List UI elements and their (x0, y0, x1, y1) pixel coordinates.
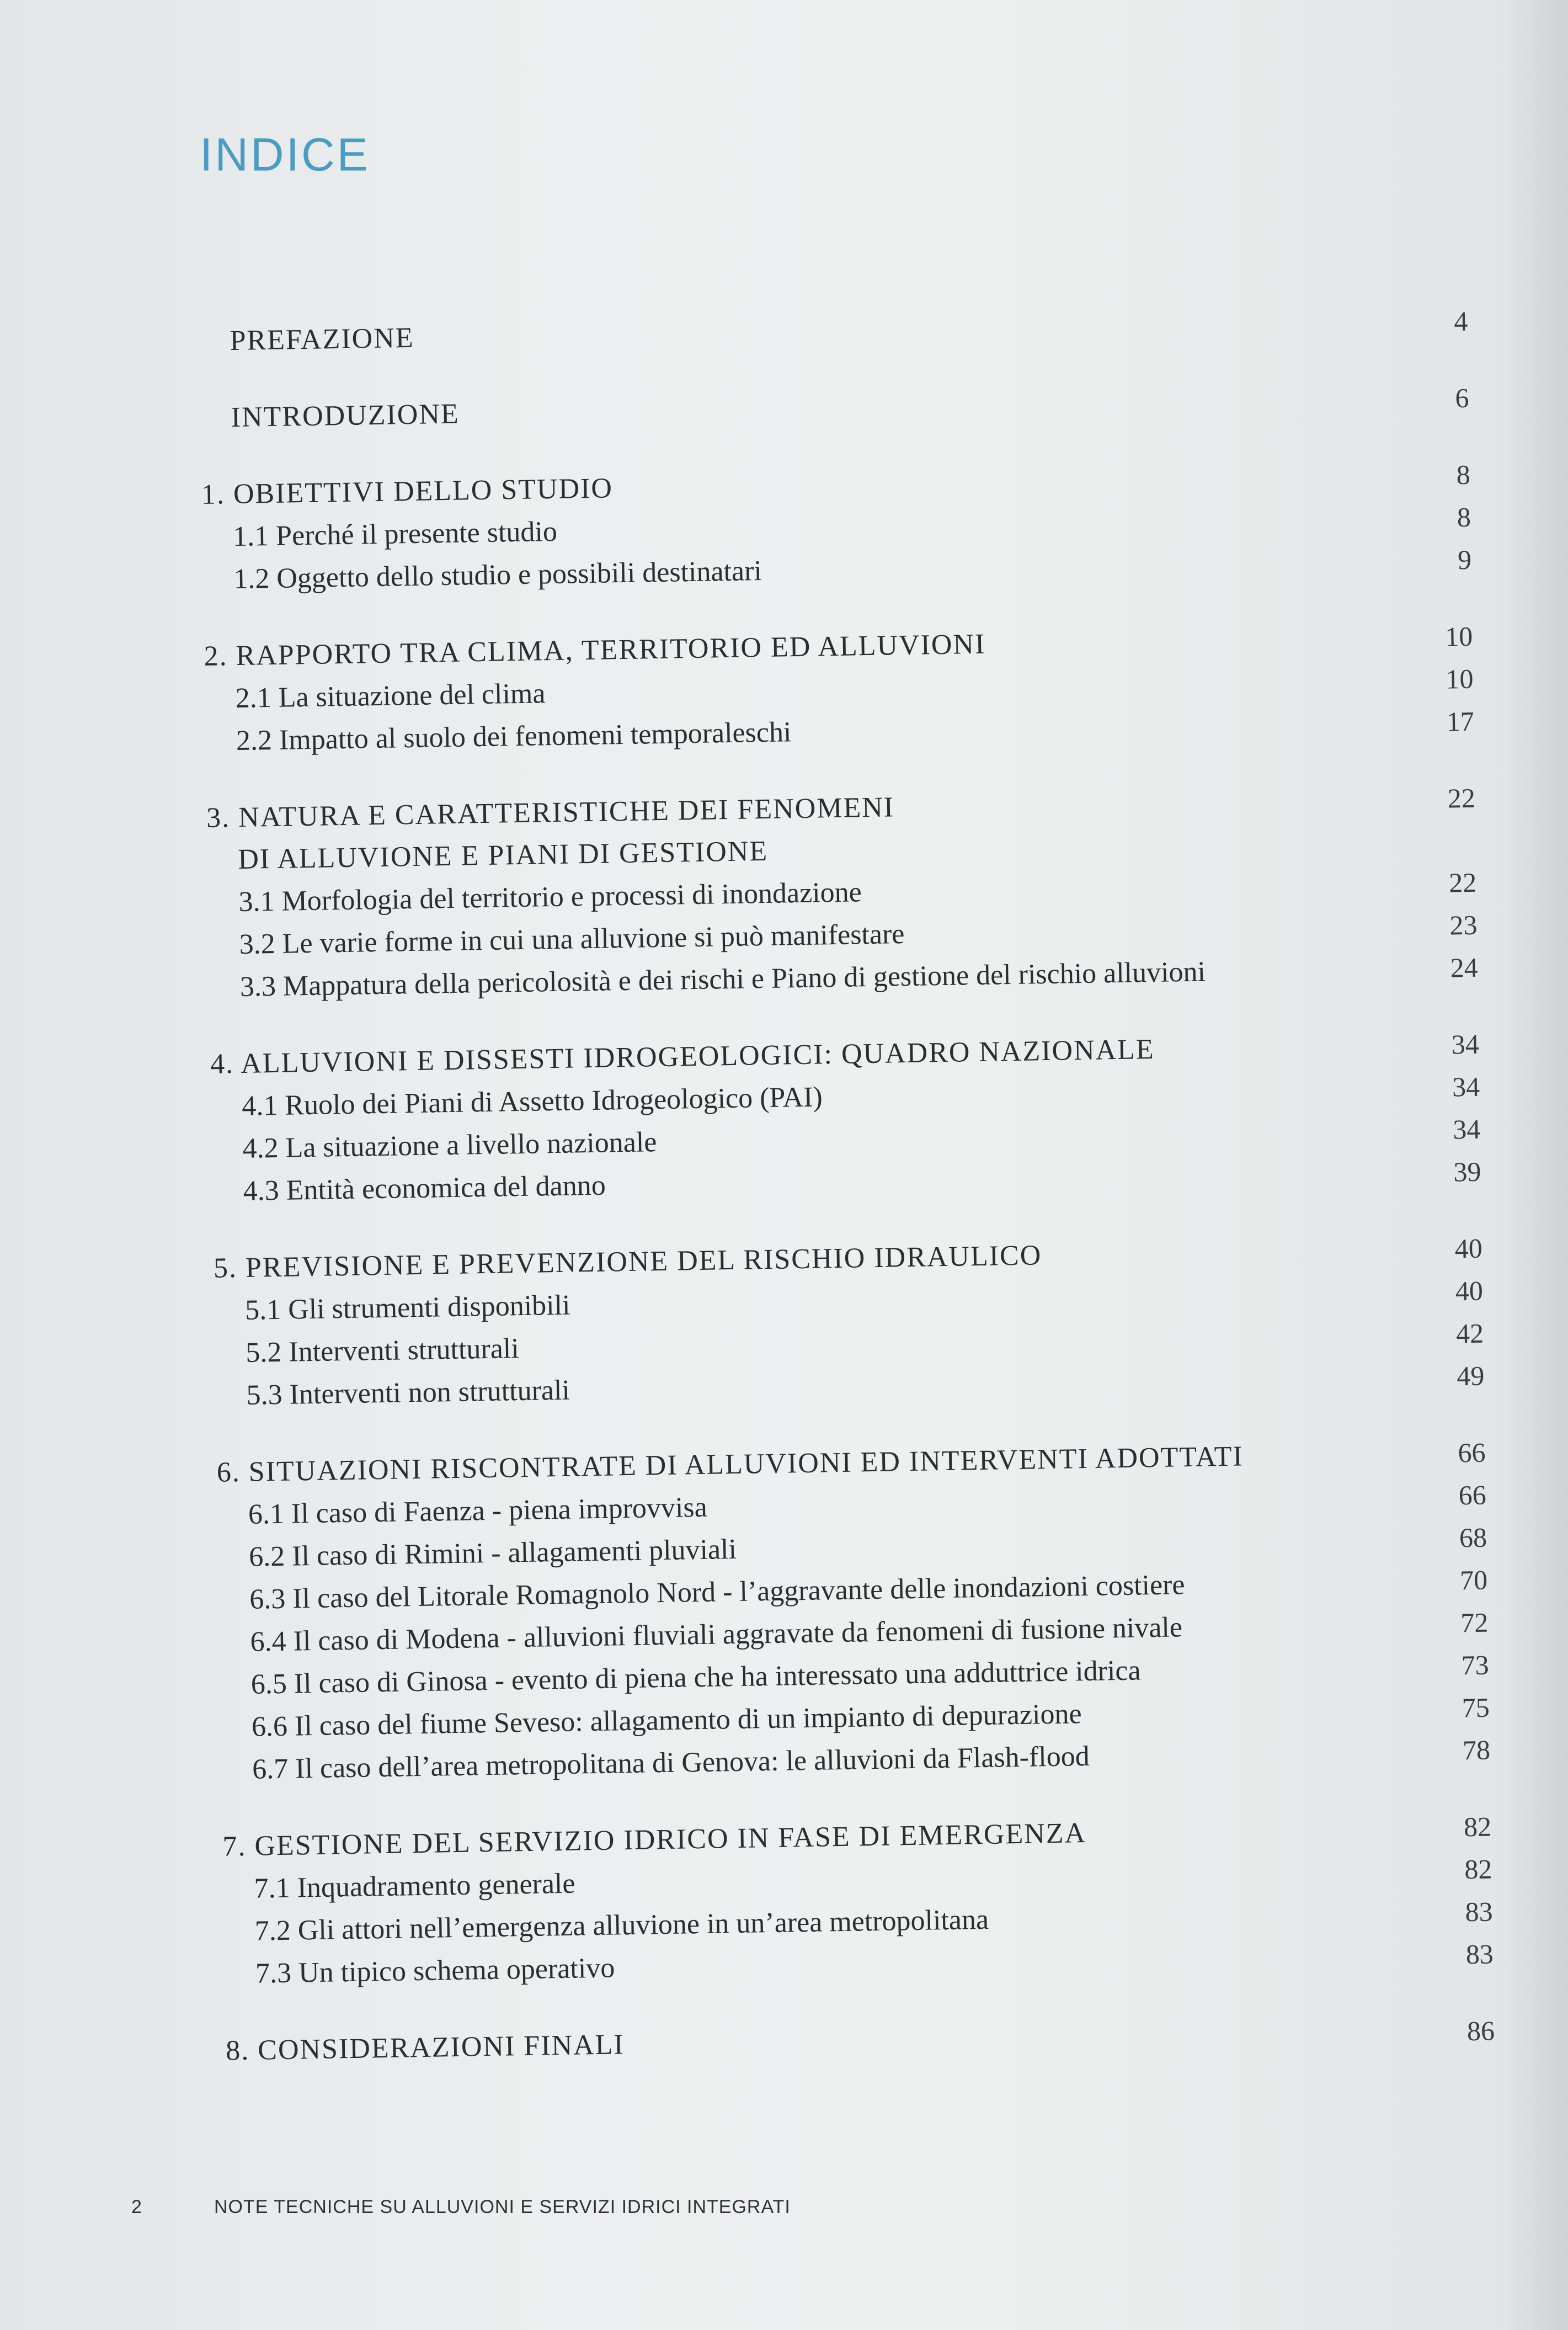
toc-subentry-label: 6.3 Il caso del Litorale Romagnolo Nord - l’aggravante delle inondazioni costiere (249, 1569, 1185, 1615)
toc-subentry-label: 5.1 Gli strumenti disponibili (244, 1289, 570, 1326)
toc-subentry-label: 1.2 Oggetto dello studio e possibili destinatari (233, 555, 762, 595)
toc-section (199, 300, 1468, 363)
toc-subentry-label: 6.6 Il caso del fiume Seveso: allagamento di un impianto di depurazione (251, 1698, 1082, 1743)
toc-subentry-page-number: 66 (1458, 1479, 1487, 1511)
toc-heading-page-number: 8 (1456, 459, 1471, 491)
toc-subentry-page-number: 34 (1452, 1071, 1480, 1103)
toc-heading-label: 4. ALLUVIONI E DISSESTI IDROGEOLOGICI: QUADRO NAZIONALE (210, 1033, 1155, 1080)
toc-subentry-page-number: 24 (1450, 951, 1479, 983)
toc-subentry-label: 4.3 Entità economica del danno (243, 1169, 606, 1207)
toc-subentry-page-number: 42 (1455, 1317, 1484, 1349)
toc-subentry-page-number: 8 (1457, 501, 1471, 533)
toc-heading-page-number: 86 (1466, 2015, 1495, 2047)
toc-heading-page-number: 40 (1454, 1232, 1483, 1264)
toc-subentry-page-number: 23 (1449, 909, 1478, 941)
toc-subentry-page-number: 78 (1462, 1734, 1491, 1766)
table-of-contents (199, 300, 1496, 2106)
toc-heading-label: 2. RAPPORTO TRA CLIMA, TERRITORIO ED ALLUVIONI (204, 628, 986, 672)
toc-subentry-label: 1.1 Perché il presente studio (232, 515, 558, 553)
toc-subentry-page-number: 9 (1457, 544, 1472, 576)
toc-heading-page-number: 4 (1453, 305, 1468, 337)
toc-section (222, 1806, 1494, 1996)
toc-subentry-page-number: 82 (1464, 1853, 1492, 1885)
toc-subentry-label: 6.4 Il caso di Modena - alluvioni fluviali aggravate da fenomeni di fusione nivale (250, 1611, 1183, 1658)
toc-subentry-label: 6.1 Il caso di Faenza - piena improvvisa (248, 1491, 708, 1530)
toc-section (201, 454, 1471, 601)
toc-heading-continuation-page-number (1410, 849, 1476, 850)
toc-heading-label: 8. CONSIDERAZIONI FINALI (225, 2029, 625, 2067)
toc-subentry-page-number: 72 (1460, 1606, 1489, 1639)
toc-subentry-label: 3.2 Le varie forme in cui una alluvione si può manifestare (239, 918, 905, 960)
toc-subentry-label: 7.3 Un tipico schema operativo (255, 1952, 615, 1989)
toc-heading (199, 300, 1468, 363)
toc-heading-label: PREFAZIONE (230, 322, 414, 357)
toc-section (213, 1227, 1485, 1417)
toc-heading-page-number: 22 (1447, 782, 1476, 814)
toc-subentry-page-number: 83 (1465, 1938, 1494, 1970)
toc-subentry-page-number: 70 (1459, 1564, 1488, 1596)
toc-subentry-label: 7.1 Inquadramento generale (254, 1868, 575, 1905)
toc-subentry-label: 5.2 Interventi strutturali (245, 1333, 520, 1369)
toc-subentry-label: 3.3 Mappatura della pericolosità e dei rischi e Piano di gestione del rischio alluvioni (239, 956, 1206, 1003)
toc-subentry-label: 4.1 Ruolo dei Piani di Assetto Idrogeologico (PAI) (241, 1081, 823, 1122)
toc-section (226, 2009, 1495, 2072)
toc-section (206, 777, 1479, 1009)
toc-heading-page-number: 66 (1458, 1437, 1486, 1469)
toc-heading-label: INTRODUZIONE (231, 398, 460, 434)
toc-subentry-page-number: 39 (1453, 1156, 1481, 1188)
toc-heading-label: 6. SITUAZIONI RISCONTRATE DI ALLUVIONI ED INTERVENTI ADOTTATI (216, 1440, 1244, 1488)
toc-subentry-label: 3.1 Morfologia del territorio e processi di inondazione (238, 876, 862, 918)
toc-heading-label: 5. PREVISIONE E PREVENZIONE DEL RISCHIO IDRAULICO (213, 1240, 1042, 1284)
toc-subentry-page-number: 73 (1461, 1649, 1490, 1681)
toc-heading-label: 3. NATURA E CARATTERISTICHE DEI FENOMENI (206, 791, 895, 834)
toc-subentry-page-number: 68 (1459, 1522, 1487, 1554)
toc-subentry-page-number: 83 (1465, 1896, 1494, 1928)
toc-section (216, 1432, 1490, 1791)
toc-subentry-page-number: 34 (1452, 1113, 1481, 1145)
toc-heading-page-number: 34 (1451, 1028, 1480, 1060)
toc-subentry-label: 6.7 Il caso dell’area metropolitana di Genova: le alluvioni da Flash-flood (252, 1740, 1090, 1785)
toc-subentry-page-number: 10 (1446, 663, 1474, 695)
toc-subentry-page-number: 49 (1456, 1360, 1485, 1392)
toc-heading (200, 377, 1469, 439)
toc-heading-label: 7. GESTIONE DEL SERVIZIO IDRICO IN FASE DI EMERGENZA (222, 1817, 1087, 1863)
toc-heading-page-number: 82 (1463, 1811, 1492, 1843)
toc-subentry-page-number: 17 (1446, 705, 1475, 737)
footer-title: NOTE TECNICHE SU ALLUVIONI E SERVIZI IDRICI INTEGRATI (214, 2196, 791, 2217)
toc-heading-continuation-label: DI ALLUVIONE E PIANI DI GESTIONE (237, 835, 769, 875)
toc-subentry-label: 7.2 Gli attori nell’emergenza alluvione in un’area metropolitana (254, 1903, 989, 1947)
toc-heading-page-number: 6 (1455, 382, 1469, 414)
toc-subentry-label: 5.3 Interventi non strutturali (246, 1374, 570, 1411)
toc-subentry-page-number: 40 (1455, 1275, 1484, 1307)
toc-subentry-label: 2.1 La situazione del clima (235, 678, 546, 715)
toc-subentry-page-number: 22 (1448, 866, 1477, 898)
toc-section (204, 615, 1474, 763)
toc-subentry-page-number: 75 (1462, 1691, 1490, 1723)
footer-page-number: 2 (131, 2196, 142, 2217)
toc-subentry-label: 6.5 Il caso di Ginosa - evento di piena che ha interessato una adduttrice idrica (250, 1655, 1141, 1700)
toc-heading (226, 2009, 1495, 2072)
toc-section (210, 1023, 1482, 1213)
toc-subentry-label: 6.2 Il caso di Rimini - allagamenti pluviali (248, 1533, 737, 1573)
toc-section (200, 377, 1469, 439)
page-footer (131, 2196, 791, 2218)
toc-subentry-label: 2.2 Impatto al suolo dei fenomeni temporaleschi (236, 716, 792, 757)
toc-heading-label: 1. OBIETTIVI DELLO STUDIO (201, 472, 614, 510)
toc-heading-page-number: 10 (1444, 620, 1473, 652)
toc-subentry-label: 4.2 La situazione a livello nazionale (242, 1126, 657, 1164)
page-title: INDICE (200, 129, 370, 180)
